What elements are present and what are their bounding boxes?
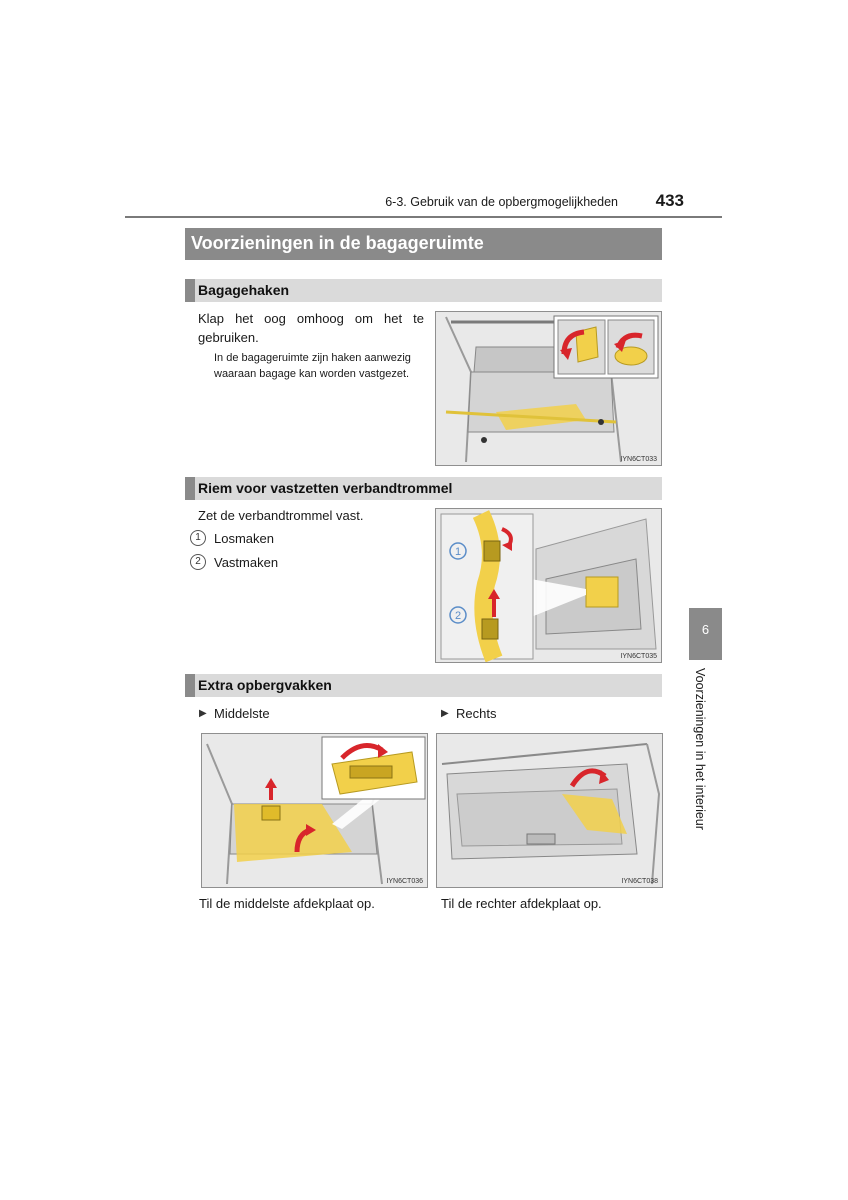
figure-code: IYN6CT035 <box>620 653 657 660</box>
caption-middle: Til de middelste afdekplaat op. <box>199 896 375 911</box>
section-note-text: In de bagageruimte zijn haken aanwezig waaraan bagage kan worden vastgezet. <box>214 352 411 380</box>
figure-first-aid-strap <box>435 508 662 663</box>
sub-label-rechts: Rechts <box>456 706 497 721</box>
section-heading-extra <box>185 674 662 697</box>
first-aid-strap-illustration <box>436 509 662 663</box>
figure-code: IYN6CT033 <box>620 456 657 463</box>
page-title-bar <box>185 228 662 260</box>
middle-compartment-illustration <box>202 734 428 888</box>
step-number-2: 2 <box>190 554 206 570</box>
section-body-text: Zet de verbandtrommel vast. <box>198 508 364 523</box>
sub-label-middelste: Middelste <box>214 706 270 721</box>
triangle-right-icon: ▶ <box>199 708 207 719</box>
step-label-2: Vastmaken <box>214 555 279 570</box>
chapter-tab <box>689 608 722 660</box>
figure-callout-1: 1 <box>454 546 462 558</box>
caption-right: Til de rechter afdekplaat op. <box>441 896 602 911</box>
page-title: Voorzieningen in de bagageruimte <box>191 233 484 253</box>
page-number: 433 <box>655 191 684 210</box>
step-label-1: Losmaken <box>214 531 274 546</box>
triangle-right-icon: ▶ <box>441 708 449 719</box>
figure-code: IYN6CT036 <box>386 878 423 885</box>
section-heading-text: Bagagehaken <box>198 282 290 298</box>
figure-callout-2: 2 <box>454 610 462 622</box>
section-heading-text: Extra opbergvakken <box>198 677 332 693</box>
section-heading-text: Riem voor vastzetten verbandtrommel <box>198 480 453 496</box>
figure-right-compartment <box>436 733 663 888</box>
figure-code: IYN6CT038 <box>621 878 658 885</box>
section-body-text: Klap het oog omhoog om het te gebruiken. <box>198 311 424 345</box>
right-compartment-illustration <box>437 734 663 888</box>
running-header: 6-3. Gebruik van de opbergmogelijkheden <box>385 195 618 209</box>
header-rule <box>125 216 722 218</box>
figure-luggage-hooks <box>435 311 662 466</box>
chapter-number: 6 <box>701 622 710 637</box>
chapter-label: Voorzieningen in het interieur <box>693 668 707 830</box>
figure-middle-compartment <box>201 733 428 888</box>
step-number-1: 1 <box>190 530 206 546</box>
section-heading-bagagehaken <box>185 279 662 302</box>
section-heading-riem <box>185 477 662 500</box>
luggage-hooks-illustration <box>436 312 662 466</box>
